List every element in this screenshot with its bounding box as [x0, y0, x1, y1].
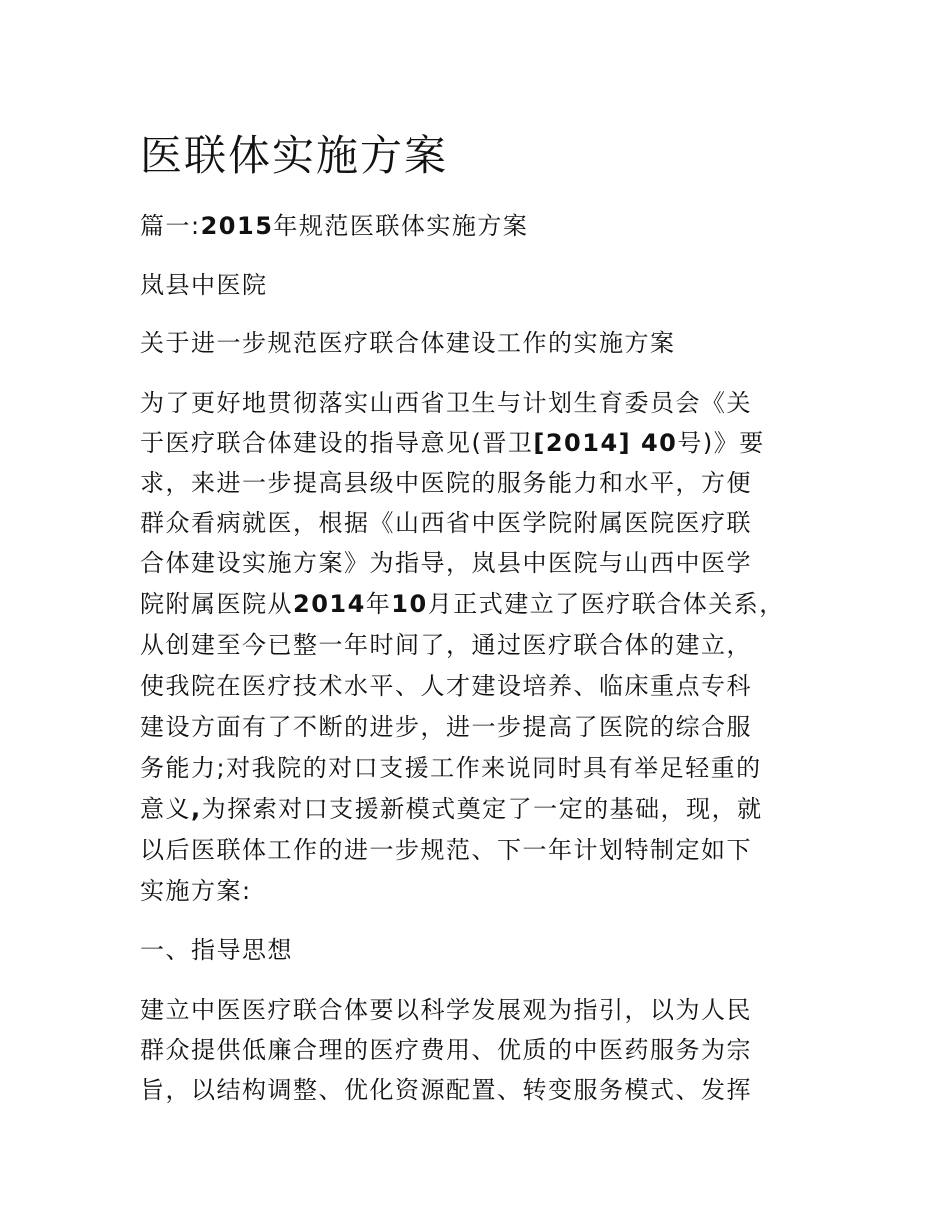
paragraph-2-line-1: 建立中医医疗联合体要以科学发展观为指引，以为人民 — [140, 996, 752, 1024]
paragraph-1-line-4: 群众看病就医，根据《山西省中医学院附属医院医疗联 — [140, 509, 752, 537]
paragraph-1-line-11 — [140, 794, 763, 824]
p1-l11-text-c: 为探索对口支援新模式奠定了一定的基础，现，就 — [201, 795, 763, 823]
p1-l6-year: 2014 — [293, 590, 366, 618]
subtitle-rest: 年规范医联体实施方案 — [273, 212, 529, 240]
paragraph-1-line-12: 以后医联体工作的进一步规范、下一年计划特制定如下 — [140, 836, 752, 864]
p1-l6-text-c: 年 — [365, 590, 392, 618]
p1-l2-text-a: 于医疗联合体建设的指导意见(晋卫 — [140, 429, 534, 457]
organization-name: 岚县中医院 — [140, 271, 268, 299]
paragraph-1-line-1: 为了更好地贯彻落实山西省卫生与计划生育委员会《关 — [140, 389, 752, 417]
section-1-heading: 一、指导思想 — [140, 936, 293, 964]
paragraph-1-line-5: 合体建设实施方案》为指导，岚县中医院与山西中医学 — [140, 549, 752, 577]
document-subject: 关于进一步规范医疗联合体建设工作的实施方案 — [140, 329, 676, 357]
paragraph-1-line-10: 务能力;对我院的对口支援工作来说同时具有举足轻重的 — [140, 754, 762, 782]
paragraph-1-line-13: 实施方案: — [140, 877, 252, 905]
p1-l6-text-e: 月正式建立了医疗联合体关系， — [427, 590, 785, 618]
paragraph-1-line-2 — [140, 428, 765, 458]
subtitle — [140, 211, 528, 241]
paragraph-1-line-9: 建设方面有了不断的进步，进一步提高了医院的综合服 — [140, 713, 752, 741]
document-title: 医联体实施方案 — [140, 131, 449, 180]
p1-l6-text-a: 院附属医院从 — [140, 590, 293, 618]
paragraph-1-line-3: 求，来进一步提高县级中医院的服务能力和水平，方便 — [140, 469, 752, 497]
paragraph-2-line-2: 群众提供低廉合理的医疗费用、优质的中医药服务为宗 — [140, 1036, 752, 1064]
p1-l11-text-a: 意义 — [140, 795, 191, 823]
p1-l2-text-c: 号)》要 — [677, 429, 765, 457]
p1-l11-comma: , — [191, 795, 202, 823]
subtitle-prefix: 篇一: — [140, 212, 201, 240]
paragraph-1-line-6 — [140, 589, 785, 619]
subtitle-year: 2015 — [200, 212, 274, 240]
paragraph-1-line-7: 从创建至今已整一年时间了，通过医疗联合体的建立， — [140, 631, 752, 659]
paragraph-1-line-8: 使我院在医疗技术水平、人才建设培养、临床重点专科 — [140, 672, 752, 700]
p1-l2-doc-number: [2014] 40 — [533, 429, 678, 457]
p1-l6-month: 10 — [391, 590, 428, 618]
paragraph-2-line-3: 旨，以结构调整、优化资源配置、转变服务模式、发挥 — [140, 1076, 752, 1104]
